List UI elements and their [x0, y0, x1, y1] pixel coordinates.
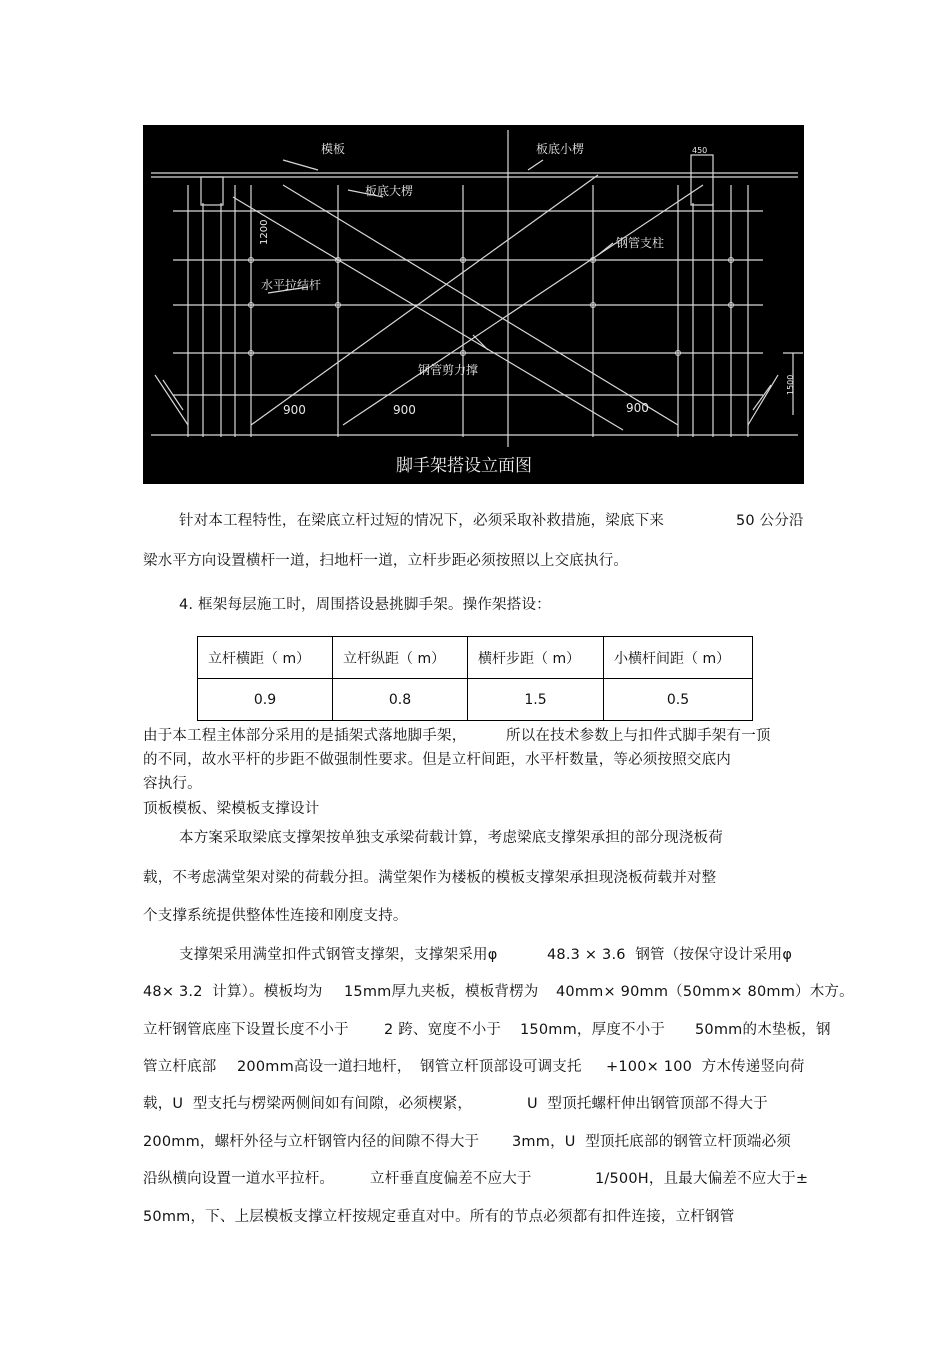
table-header-cell: 横杆步距（ m）	[468, 637, 604, 679]
paragraph-4-line-7c: 1/500H，且最大偏差不应大于±	[595, 1171, 809, 1187]
paragraph-4-line-3c: 150mm，厚度不小于	[520, 1022, 666, 1038]
label-span-2: 900	[393, 403, 416, 417]
scaffold-elevation-drawing	[143, 125, 804, 484]
paragraph-3-line-1: 本方案采取梁底支撑架按单独支承梁荷载计算，考虑梁底支撑架承担的部分现浇板荷	[179, 830, 723, 846]
paragraph-4-line-1b: 48.3 × 3.6 钢管（按保守设计采用φ	[547, 947, 793, 963]
paragraph-3-line-3: 个支撑系统提供整体性连接和刚度支持。	[143, 908, 408, 924]
paragraph-4-line-4a: 管立杆底部	[143, 1059, 217, 1075]
section-title: 顶板模板、梁模板支撑设计	[143, 801, 320, 817]
label-dim-1200: 1200	[259, 219, 270, 245]
paragraph-3-line-2: 载，不考虑满堂架对梁的荷载分担。满堂架作为楼板的模板支撑架承担现浇板荷载并对整	[143, 870, 717, 886]
paragraph-4-line-4d: +100× 100 方木传递竖向荷	[606, 1059, 805, 1075]
paragraph-4-line-6a: 200mm，螺杆外径与立杆钢管内径的间隙不得大于	[143, 1134, 480, 1150]
table-header-row	[198, 637, 753, 679]
paragraph-4-line-5a: 载，U 型支托与楞梁两侧间如有间隙，必须楔紧，	[143, 1096, 473, 1112]
figure-title: 脚手架搭设立面图	[396, 456, 532, 476]
paragraph-4-line-8: 50mm，下、上层模板支撑立杆按规定垂直对中。所有的节点必须都有扣件连接，立杆钢管	[143, 1209, 735, 1225]
paragraph-4-line-2a: 48× 3.2 计算）。模板均为	[143, 984, 323, 1000]
label-span-3: 900	[626, 401, 649, 415]
label-horizontal-tie: 水平拉结杆	[261, 278, 322, 292]
paragraph-1-line-1a: 针对本工程特性，在梁底立杆过短的情况下，必须采取补救措施，梁底下来	[179, 513, 665, 529]
label-dim-450: 450	[692, 146, 708, 155]
paragraph-2-line-1b: 所以在技术参数上与扣件式脚手架有一顶	[506, 728, 771, 744]
paragraph-2-line-1a: 由于本工程主体部分采用的是插架式落地脚手架，	[143, 728, 467, 744]
table-value-cell: 0.9	[198, 679, 333, 721]
paragraph-4-line-4b: 200mm高设一道扫地杆，	[237, 1059, 412, 1075]
paragraph-4-line-3d: 50mm的木垫板，钢	[695, 1022, 831, 1038]
paragraph-4-line-7a: 沿纵横向设置一道水平拉杆。	[143, 1171, 335, 1187]
item-4-text: 4. 框架每层施工时，周围搭设悬挑脚手架。操作架搭设：	[179, 597, 551, 613]
table-header-cell: 小横杆间距（ m）	[604, 637, 753, 679]
table-header-cell: 立杆横距（ m）	[198, 637, 333, 679]
table-value-cell: 0.5	[604, 679, 753, 721]
paragraph-4-line-7b: 立杆垂直度偏差不应大于	[370, 1171, 532, 1187]
label-span-1: 900	[283, 403, 306, 417]
paragraph-4-line-2c: 40mm× 90mm（50mm× 80mm）木方。	[556, 984, 854, 1000]
label-steel-column: 钢管支柱	[616, 236, 665, 250]
paragraph-4-line-5b: U 型顶托螺杆伸出钢管顶部不得大于	[527, 1096, 768, 1112]
table-value-cell: 0.8	[333, 679, 468, 721]
paragraph-4-line-3a: 立杆钢管底座下设置长度不小于	[143, 1022, 349, 1038]
table-value-row	[198, 679, 753, 721]
paragraph-1-line-2: 梁水平方向设置横杆一道，扫地杆一道，立杆步距必须按照以上交底执行。	[143, 553, 629, 569]
paragraph-4-line-1a: 支撑架采用满堂扣件式钢管支撑架，支撑架采用φ	[179, 947, 498, 963]
paragraph-2-line-3: 容执行。	[143, 776, 202, 792]
label-formwork: 模板	[321, 142, 346, 156]
label-small-joist: 板底小楞	[536, 142, 585, 156]
label-shear-brace: 钢管剪力撑	[418, 363, 479, 377]
drawing-canvas	[143, 125, 804, 484]
table-value-cell: 1.5	[468, 679, 604, 721]
paragraph-4-line-3b: 2 跨、宽度不小于	[384, 1022, 502, 1038]
paragraph-1-line-1b: 50 公分沿	[736, 513, 804, 529]
paragraph-4-line-4c: 钢管立杆顶部设可调支托	[420, 1059, 582, 1075]
label-dim-1500: 1500	[786, 374, 795, 395]
paragraph-4-line-6b: 3mm，U 型顶托底部的钢管立杆顶端必须	[512, 1134, 792, 1150]
paragraph-2-line-2: 的不同，故水平杆的步距不做强制性要求。但是立杆间距，水平杆数量，等必须按照交底内	[143, 752, 731, 768]
label-big-joist: 板底大楞	[365, 184, 414, 198]
scaffold-parameter-table	[197, 636, 753, 721]
paragraph-4-line-2b: 15mm厚九夹板，模板背楞为	[344, 984, 539, 1000]
table-header-cell: 立杆纵距（ m）	[333, 637, 468, 679]
